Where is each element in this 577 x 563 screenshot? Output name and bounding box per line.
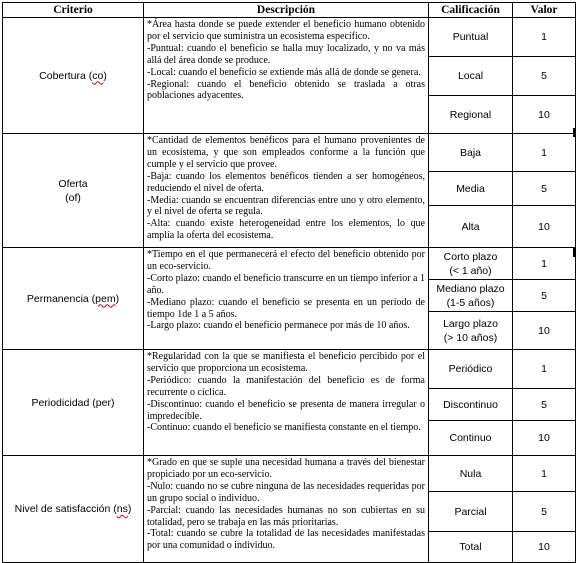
- valor-cell: 1: [513, 350, 576, 389]
- table-row: [3, 248, 576, 280]
- calificacion-cell: Regional: [429, 96, 513, 134]
- descripcion-cell: *Regularidad con la que se manifiesta el beneficio percibido por el servicio que proporciona un ecosistema. -Periódico: cuando la manifestación del beneficio es de forma recurrente o cíclica. -Discontinuo: cuando el beneficio se presenta de manera irregular o impredecible. -Continuo: cuando el beneficio se manifiesta constante en el tiempo.: [144, 350, 429, 456]
- calificacion-cell: Baja: [429, 134, 513, 172]
- valor-cell: 10: [513, 312, 576, 350]
- header-row: [3, 3, 576, 18]
- descripcion-cell: *Cantidad de elementos benéficos para el humano provenientes de un ecosistema, y que son empleados conforme a la función que cumple y el servicio que provee. -Baja: cuando los elementos benéficos tienden a ser homogéneos, reduciendo el nivel de oferta. -Media: cuando se encuentran diferencias entre uno y otro elemento, y el nivel de oferta se regula. -Alta: cuando existe heterogeneidad entre los elementos, lo que amplía la oferta del ecosistema.: [144, 134, 429, 248]
- criteria-table: [2, 2, 576, 563]
- margin-mark: [573, 248, 575, 257]
- descripcion-cell: *Grado en que se suple una necesidad humana a través del bienestar propiciado por un eco-servicio. -Nulo: cuando no se cubre ninguna de las necesidades requeridas por un grupo social o individuo. -Parcial: cuando las necesidades humanas no son cubiertas en su totalidad, pero se trabaja en las más prioritarias. -Total: cuando se cubre la totalidad de las necesidades manifestadas por una comunidad o individuo.: [144, 456, 429, 563]
- valor-cell: 1: [513, 18, 576, 57]
- calificacion-cell: Total: [429, 532, 513, 563]
- header-criterio: Criterio: [3, 3, 144, 18]
- margin-mark: [573, 128, 575, 137]
- criterio-cell: Cobertura (co): [3, 18, 144, 134]
- calificacion-cell: Largo plazo (> 10 años): [429, 312, 513, 350]
- header-valor: Valor: [513, 3, 576, 18]
- criterio-cell: Oferta (of): [3, 134, 144, 248]
- table-row: [3, 134, 576, 172]
- valor-cell: 5: [513, 57, 576, 96]
- calificacion-cell: Mediano plazo (1-5 años): [429, 280, 513, 312]
- valor-cell: 5: [513, 172, 576, 206]
- valor-cell: 5: [513, 280, 576, 312]
- calificacion-cell: Media: [429, 172, 513, 206]
- calificacion-cell: Corto plazo (< 1 año): [429, 248, 513, 280]
- calificacion-cell: Discontinuo: [429, 389, 513, 421]
- valor-cell: 10: [513, 206, 576, 248]
- criterio-cell: Periodicidad (per): [3, 350, 144, 456]
- calificacion-cell: Nula: [429, 456, 513, 492]
- criterio-cell: Nivel de satisfacción (ns): [3, 456, 144, 563]
- table-row: [3, 350, 576, 389]
- valor-cell: 10: [513, 532, 576, 563]
- calificacion-cell: Puntual: [429, 18, 513, 57]
- valor-cell: 5: [513, 389, 576, 421]
- calificacion-cell: Continuo: [429, 421, 513, 456]
- valor-cell: 1: [513, 134, 576, 172]
- valor-cell: 1: [513, 248, 576, 280]
- descripcion-cell: *Área hasta donde se puede extender el beneficio humano obtenido por el servicio que suministra un ecosistema específico. -Puntual: cuando el beneficio se halla muy localizado, y no va más allá del área donde se produce. -Local: cuando el beneficio se extiende más allá de donde se genera. -Regional: cuando el beneficio obtenido se traslada a otras poblaciones adyacentes.: [144, 18, 429, 134]
- table-row: [3, 18, 576, 57]
- calificacion-cell: Parcial: [429, 492, 513, 532]
- valor-cell: 1: [513, 456, 576, 492]
- table-row: [3, 456, 576, 492]
- header-descripcion: Descripción: [144, 3, 429, 18]
- calificacion-cell: Alta: [429, 206, 513, 248]
- header-calificacion: Calificación: [429, 3, 513, 18]
- calificacion-cell: Periódico: [429, 350, 513, 389]
- valor-cell: 10: [513, 96, 576, 134]
- criterio-cell: Permanencia (pem): [3, 248, 144, 350]
- descripcion-cell: *Tiempo en el que permanecerá el efecto del beneficio obtenido por un eco-servicio. -Corto plazo: cuando el beneficio transcurre en un tiempo inferior a 1 año. -Mediano plazo: cuando el beneficio se presenta en un periodo de tiempo 1de 1 a 5 años. -Largo plazo: cuando el beneficio permanece por más de 10 años.: [144, 248, 429, 350]
- calificacion-cell: Local: [429, 57, 513, 96]
- valor-cell: 5: [513, 492, 576, 532]
- valor-cell: 10: [513, 421, 576, 456]
- document-page: [2, 2, 575, 558]
